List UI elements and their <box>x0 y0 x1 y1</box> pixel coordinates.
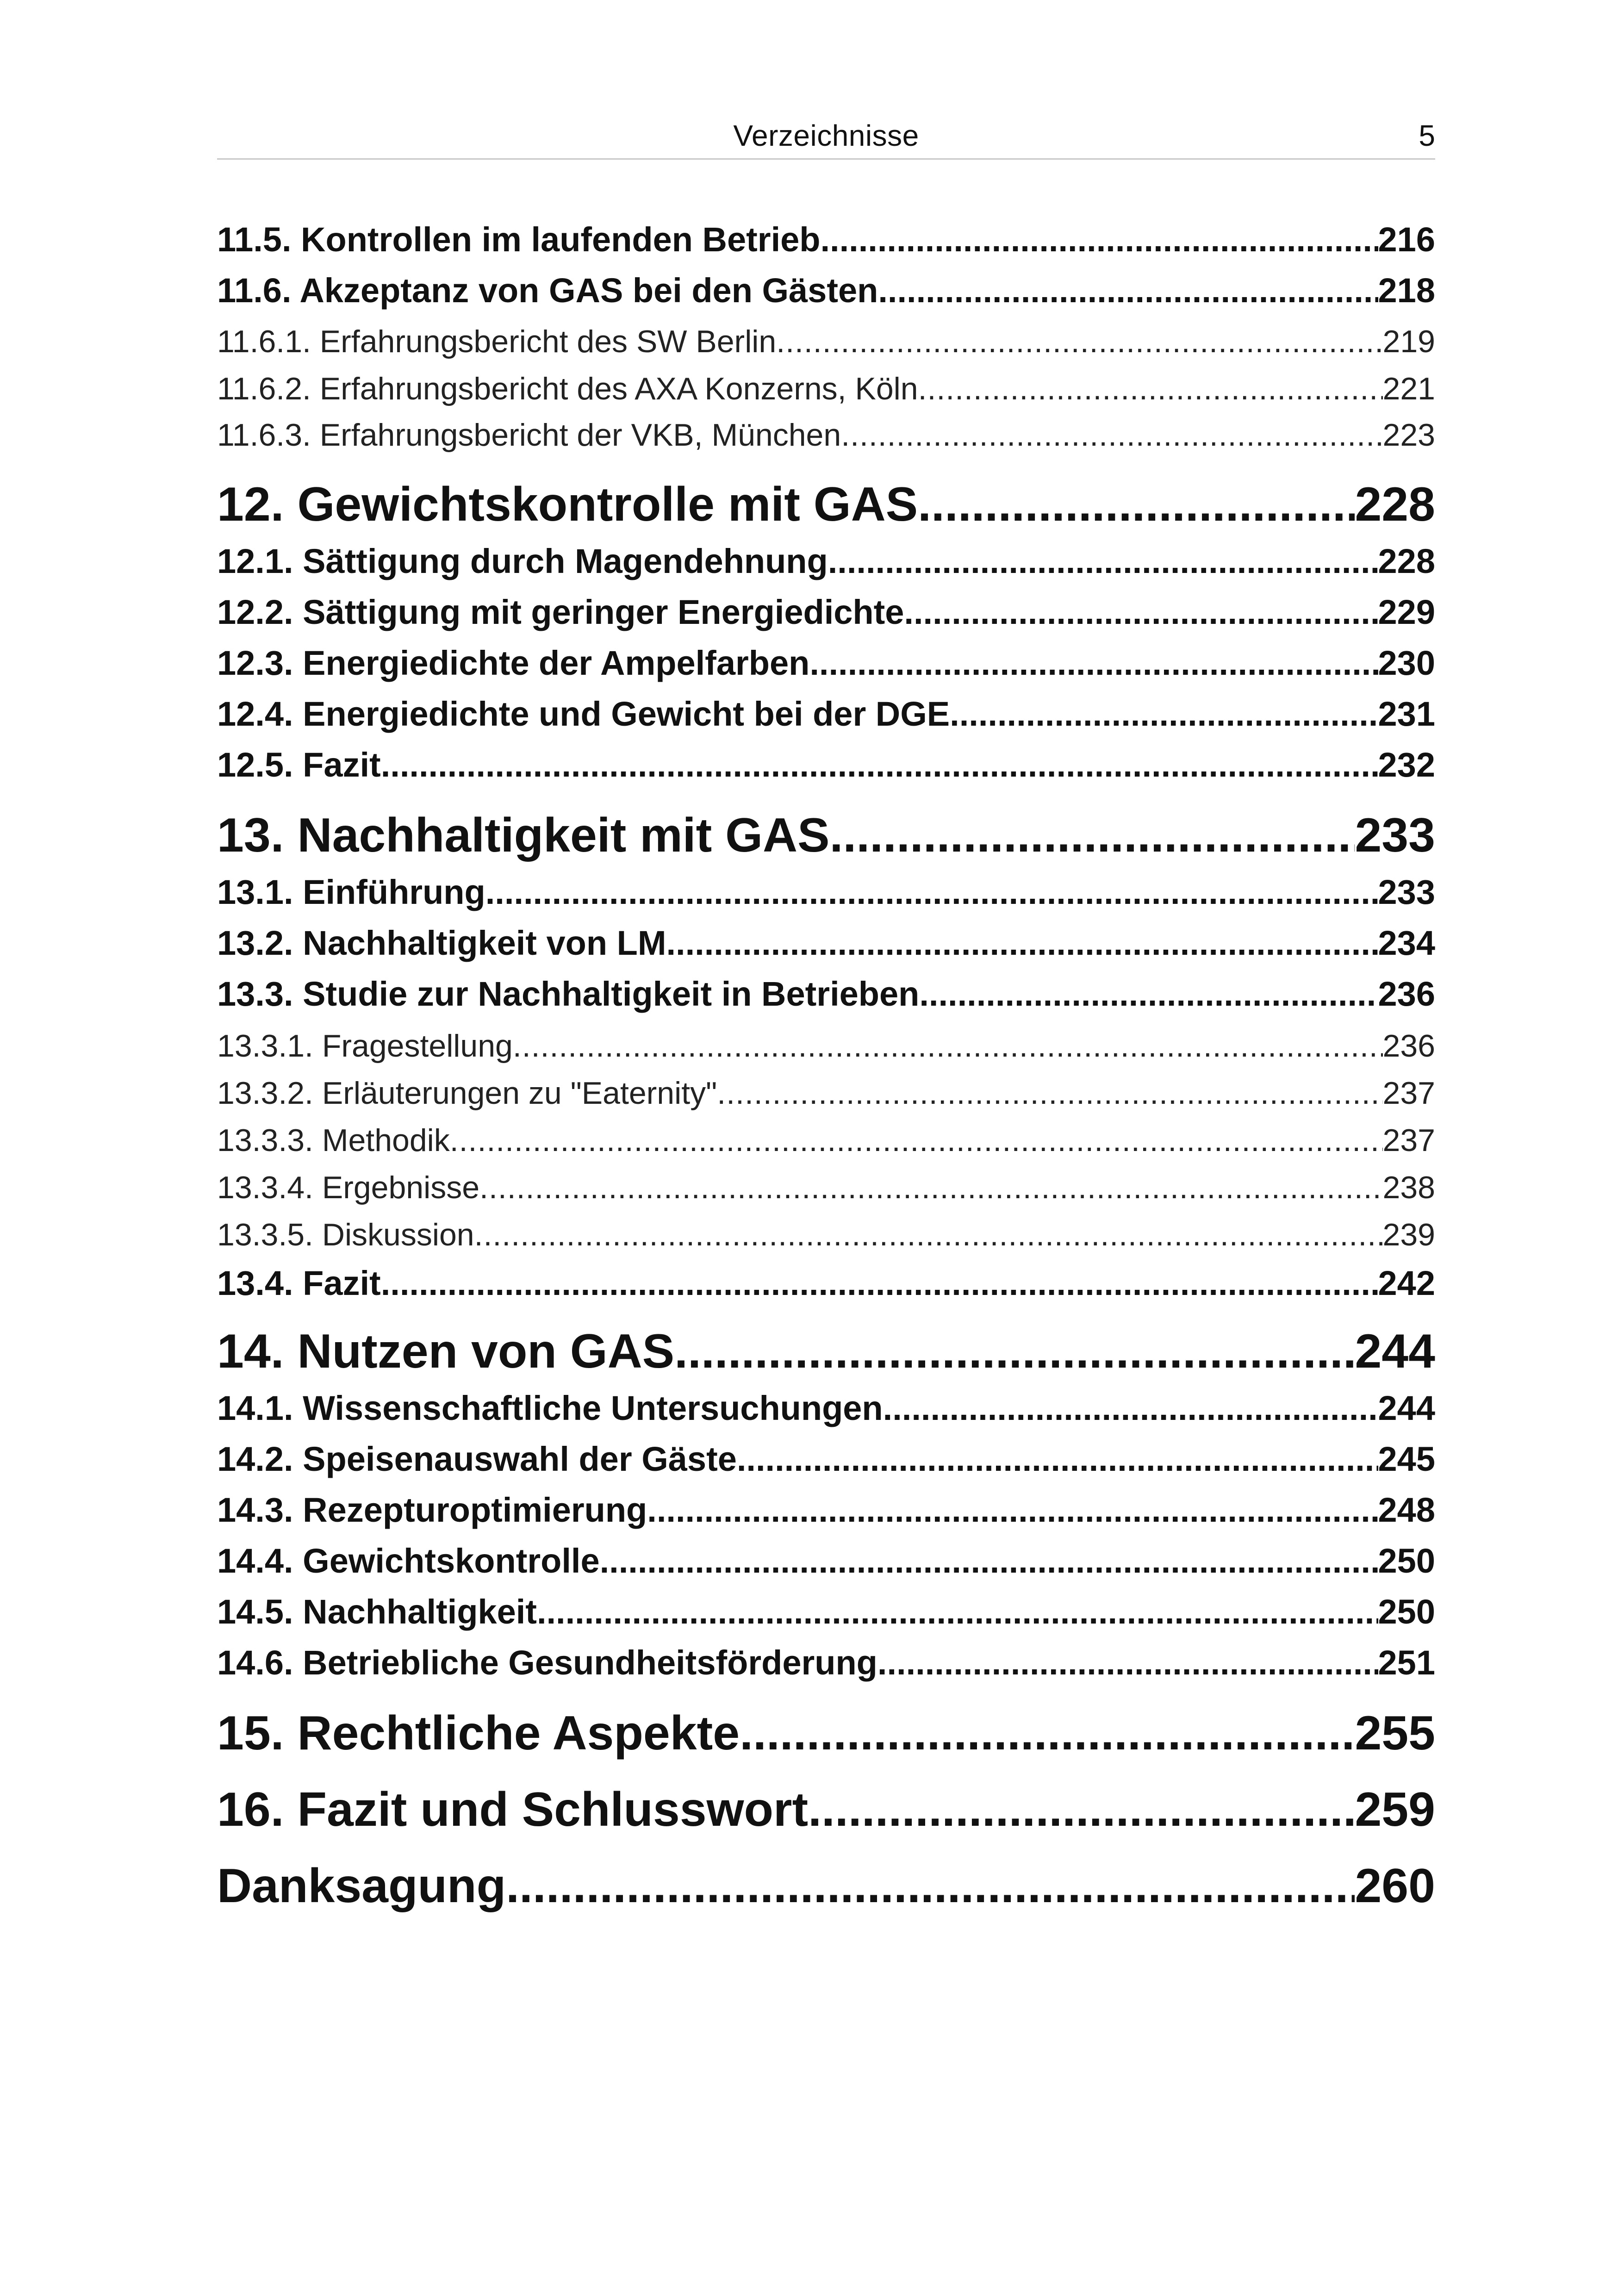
toc-entry[interactable] <box>217 1641 1435 1685</box>
toc-entry[interactable] <box>217 1072 1435 1114</box>
toc-entry-page: 250 <box>1378 1593 1435 1631</box>
toc-entry-page: 244 <box>1378 1389 1435 1427</box>
toc-entry-title: 13.3.5. Diskussion <box>217 1217 474 1252</box>
toc-dot-leader <box>450 1120 1383 1161</box>
toc-entry-page: 228 <box>1378 542 1435 580</box>
toc-entry-page: 228 <box>1355 478 1435 531</box>
toc-entry[interactable] <box>217 321 1435 362</box>
toc-entry-title: 14.4. Gewichtskontrolle <box>217 1542 600 1580</box>
toc-entry-page: 238 <box>1382 1170 1435 1205</box>
toc-entry[interactable] <box>217 743 1435 787</box>
toc-dot-leader <box>513 1025 1383 1067</box>
toc-entry-title: 13.3.1. Fragestellung <box>217 1028 513 1064</box>
toc-dot-leader <box>537 1590 1378 1634</box>
toc-entry-title: 16. Fazit und Schlusswort <box>217 1783 809 1836</box>
toc-dot-leader <box>381 1261 1378 1306</box>
toc-entry-page: 237 <box>1382 1123 1435 1158</box>
toc-dot-leader <box>918 474 1355 535</box>
toc-entry-title: 14.3. Rezepturoptimierung <box>217 1491 647 1529</box>
toc-entry-title: 14.6. Betriebliche Gesundheitsförderung <box>217 1643 877 1682</box>
toc-entry-title: 11.5. Kontrollen im laufenden Betrieb <box>217 220 821 259</box>
toc-entry-page: 233 <box>1378 873 1435 911</box>
toc-chapter-entry[interactable] <box>217 474 1435 535</box>
toc-entry-title: 11.6.3. Erfahrungsbericht der VKB, München <box>217 417 841 453</box>
toc-entry-page: 219 <box>1382 324 1435 359</box>
toc-entry[interactable] <box>217 539 1435 584</box>
toc-dot-leader <box>479 1167 1382 1208</box>
toc-entry-title: Danksagung <box>217 1859 506 1913</box>
toc-entry-title: 12. Gewichtskontrolle mit GAS <box>217 478 918 531</box>
toc-dot-leader <box>506 1856 1355 1916</box>
toc-dot-leader <box>776 321 1382 362</box>
toc-entry[interactable] <box>217 1590 1435 1634</box>
toc-entry[interactable] <box>217 414 1435 456</box>
toc-dot-leader <box>878 268 1378 313</box>
toc-entry[interactable] <box>217 972 1435 1016</box>
toc-entry[interactable] <box>217 268 1435 313</box>
toc-chapter-entry[interactable] <box>217 805 1435 865</box>
toc-entry-title: 13.4. Fazit <box>217 1264 381 1302</box>
toc-entry-title: 11.6.1. Erfahrungsbericht des SW Berlin <box>217 324 777 359</box>
toc-entry-title: 12.2. Sättigung mit geringer Energiedichte <box>217 593 904 631</box>
toc-entry[interactable] <box>217 1261 1435 1306</box>
toc-entry-title: 13.1. Einführung <box>217 873 485 911</box>
toc-dot-leader <box>919 972 1378 1016</box>
toc-entry-title: 15. Rechtliche Aspekte <box>217 1706 740 1760</box>
toc-entry-title: 12.5. Fazit <box>217 746 381 784</box>
toc-entry[interactable] <box>217 1539 1435 1583</box>
toc-entry-title: 14. Nutzen von GAS <box>217 1325 675 1378</box>
toc-entry-title: 14.2. Speisenauswahl der Gäste <box>217 1440 737 1478</box>
toc-entry-page: 221 <box>1382 371 1435 406</box>
toc-entry-page: 216 <box>1378 220 1435 259</box>
page-number: 5 <box>1419 119 1435 152</box>
toc-entry-page: 259 <box>1355 1783 1435 1836</box>
toc-dot-leader <box>828 539 1378 584</box>
toc-entry[interactable] <box>217 1214 1435 1256</box>
toc-entry-page: 237 <box>1382 1076 1435 1111</box>
running-header-title: Verzeichnisse <box>733 119 919 152</box>
toc-entry[interactable] <box>217 368 1435 410</box>
toc-entry-title: 13.3.2. Erläuterungen zu "Eaternity" <box>217 1076 717 1111</box>
toc-entry-page: 231 <box>1378 695 1435 733</box>
toc-dot-leader <box>950 692 1378 736</box>
toc-entry-title: 14.5. Nachhaltigkeit <box>217 1593 537 1631</box>
toc-entry-page: 230 <box>1378 644 1435 682</box>
toc-dot-leader <box>883 1386 1378 1431</box>
toc-entry[interactable] <box>217 1167 1435 1208</box>
toc-entry[interactable] <box>217 692 1435 736</box>
toc-entry[interactable] <box>217 1437 1435 1481</box>
toc-entry-title: 14.1. Wissenschaftliche Untersuchungen <box>217 1389 883 1427</box>
toc-entry[interactable] <box>217 921 1435 965</box>
toc-dot-leader <box>381 743 1378 787</box>
toc-entry-title: 13.3.3. Methodik <box>217 1123 450 1158</box>
toc-entry-page: 255 <box>1355 1706 1435 1760</box>
toc-entry-page: 236 <box>1378 975 1435 1013</box>
toc-chapter-entry[interactable] <box>217 1856 1435 1916</box>
toc-entry-title: 11.6.2. Erfahrungsbericht des AXA Konzerns, Köln <box>217 371 918 406</box>
toc-entry-page: 229 <box>1378 593 1435 631</box>
toc-dot-leader <box>841 414 1382 456</box>
toc-entry-page: 251 <box>1378 1643 1435 1682</box>
toc-dot-leader <box>829 805 1355 865</box>
toc-entry[interactable] <box>217 1386 1435 1431</box>
toc-entry-title: 13. Nachhaltigkeit mit GAS <box>217 809 830 862</box>
toc-entry[interactable] <box>217 870 1435 915</box>
toc-dot-leader <box>666 921 1378 965</box>
toc-entry-page: 260 <box>1355 1859 1435 1913</box>
toc-entry-title: 13.2. Nachhaltigkeit von LM <box>217 924 666 962</box>
toc-dot-leader <box>485 870 1378 915</box>
toc-entry-page: 242 <box>1378 1264 1435 1302</box>
toc-entry[interactable] <box>217 1488 1435 1532</box>
toc-entry-title: 12.4. Energiedichte und Gewicht bei der DGE <box>217 695 950 733</box>
toc-entry[interactable] <box>217 590 1435 635</box>
toc-entry[interactable] <box>217 641 1435 685</box>
toc-entry-title: 11.6. Akzeptanz von GAS bei den Gästen <box>217 271 878 310</box>
toc-dot-leader <box>474 1214 1383 1256</box>
toc-entry[interactable] <box>217 218 1435 262</box>
toc-entry-title: 12.1. Sättigung durch Magendehnung <box>217 542 828 580</box>
toc-dot-leader <box>809 641 1378 685</box>
toc-dot-leader <box>600 1539 1378 1583</box>
toc-dot-leader <box>821 218 1378 262</box>
toc-entry-page: 218 <box>1378 271 1435 310</box>
toc-dot-leader <box>918 368 1383 410</box>
running-header <box>217 113 1435 160</box>
toc-entry-page: 250 <box>1378 1542 1435 1580</box>
toc-entry-page: 234 <box>1378 924 1435 962</box>
toc-dot-leader <box>737 1437 1378 1481</box>
toc-entry-page: 245 <box>1378 1440 1435 1478</box>
toc-chapter-entry[interactable] <box>217 1703 1435 1763</box>
toc-entry-page: 232 <box>1378 746 1435 784</box>
toc-entry-page: 244 <box>1355 1325 1435 1378</box>
toc-entry-title: 12.3. Energiedichte der Ampelfarben <box>217 644 810 682</box>
toc-dot-leader <box>904 590 1378 635</box>
toc-entry-page: 248 <box>1378 1491 1435 1529</box>
toc-chapter-entry[interactable] <box>217 1321 1435 1381</box>
toc-entry-page: 239 <box>1382 1217 1435 1252</box>
toc-dot-leader <box>717 1072 1382 1114</box>
toc-entry-page: 223 <box>1382 417 1435 453</box>
toc-chapter-entry[interactable] <box>217 1780 1435 1840</box>
toc-dot-leader <box>647 1488 1378 1532</box>
toc-dot-leader <box>740 1703 1355 1763</box>
toc-entry-title: 13.3.4. Ergebnisse <box>217 1170 480 1205</box>
toc-entry[interactable] <box>217 1120 1435 1161</box>
toc-entry-page: 233 <box>1355 809 1435 862</box>
toc-entry-title: 13.3. Studie zur Nachhaltigkeit in Betrieben <box>217 975 920 1013</box>
toc-dot-leader <box>674 1321 1355 1381</box>
toc-entry[interactable] <box>217 1025 1435 1067</box>
toc-dot-leader <box>808 1780 1355 1840</box>
toc-entry-page: 236 <box>1382 1028 1435 1064</box>
toc-dot-leader <box>877 1641 1378 1685</box>
